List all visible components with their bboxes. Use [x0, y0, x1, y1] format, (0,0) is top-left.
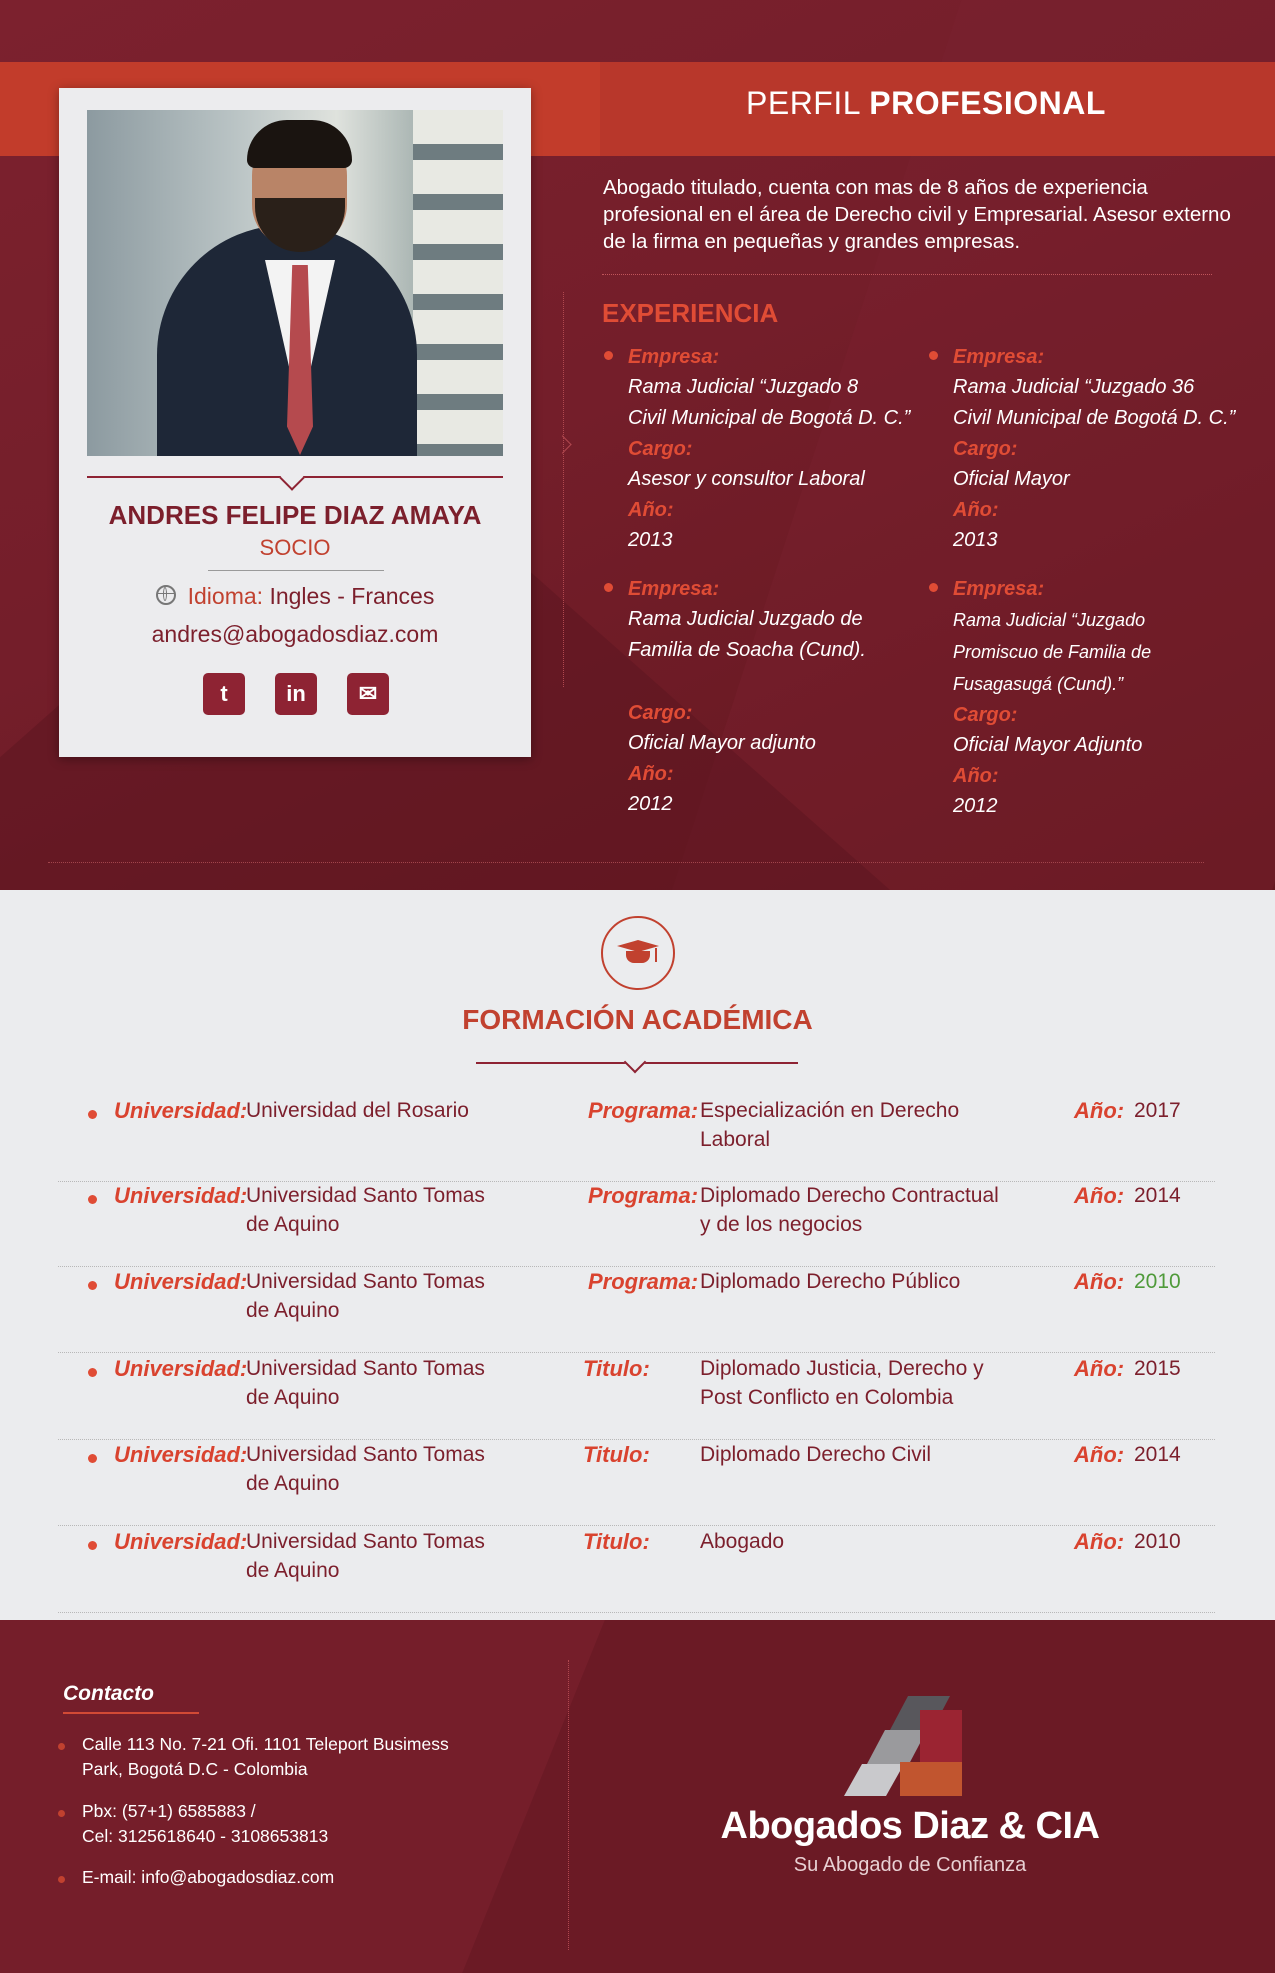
- university-name: Universidad Santo Tomas de Aquino: [246, 1184, 485, 1236]
- year-value: 2014: [1134, 1443, 1181, 1466]
- globe-icon: [156, 585, 176, 605]
- program-label: Programa:: [588, 1183, 699, 1208]
- graduation-cap-icon: [601, 916, 675, 990]
- year-label: Año:: [1074, 1098, 1125, 1123]
- university-name: Universidad Santo Tomas de Aquino: [246, 1270, 485, 1322]
- contact-address: Calle 113 No. 7-21 Ofi. 1101 Teleport Busimess Park, Bogotá D.C - Colombia: [82, 1734, 449, 1779]
- bullet-icon: [88, 1454, 97, 1463]
- program-label: Programa:: [588, 1269, 699, 1294]
- education-title: FORMACIÓN ACADÉMICA: [462, 1004, 813, 1035]
- education-row: [58, 1267, 1215, 1353]
- experience-title: EXPERIENCIA: [602, 298, 779, 328]
- bullet-icon: [88, 1281, 97, 1290]
- university-name: Universidad Santo Tomas de Aquino: [246, 1357, 485, 1409]
- chevron-down-icon: [279, 465, 304, 490]
- program-name: Diplomado Justicia, Derecho y Post Conflicto en Colombia: [700, 1357, 984, 1409]
- experience-item: Empresa: Rama Judicial “Juzgado Promiscuo de Familia de Fusagasugá (Cund).” Cargo: Oficial Mayor Adjunto Año: 2012: [953, 574, 1273, 822]
- university-name: Universidad Santo Tomas de Aquino: [246, 1443, 485, 1495]
- program-name: Abogado: [700, 1530, 785, 1553]
- university-label: Universidad:: [114, 1529, 248, 1554]
- location-icon: [58, 1743, 65, 1750]
- year-value: 2017: [1134, 1099, 1181, 1122]
- year-label: Año:: [1074, 1269, 1125, 1294]
- year-label: Año:: [1074, 1183, 1125, 1208]
- university-name: Universidad Santo Tomas de Aquino: [246, 1530, 485, 1582]
- experience-item: Empresa: Rama Judicial Juzgado de Familia de Soacha (Cund). Cargo: Oficial Mayor adjunto Año: 2012: [628, 574, 948, 820]
- year-label: Año:: [1074, 1356, 1125, 1381]
- mail-icon[interactable]: ✉: [347, 673, 389, 715]
- education-row: [58, 1354, 1215, 1440]
- education-row: [58, 1096, 1215, 1182]
- social-links: [203, 673, 393, 715]
- experience-item: Empresa: Rama Judicial “Juzgado 36 Civil Municipal de Bogotá D. C.” Cargo: Oficial Mayor Año: 2013: [953, 342, 1273, 556]
- person-email[interactable]: andres@abogadosdiaz.com: [151, 621, 439, 647]
- bullet-icon: [88, 1110, 97, 1119]
- chevron-down-icon: [624, 1051, 647, 1074]
- profile-section: [0, 0, 1275, 890]
- footer: [0, 1620, 1275, 1973]
- contact-phone: Pbx: (57+1) 6585883 / Cel: 3125618640 - 3108653813: [82, 1801, 329, 1846]
- contact-email[interactable]: E-mail: info@abogadosdiaz.com: [82, 1867, 335, 1887]
- profile-photo: [87, 110, 503, 456]
- university-label: Universidad:: [114, 1356, 248, 1381]
- program-label: Programa:: [588, 1098, 699, 1123]
- bullet-icon: [88, 1541, 97, 1550]
- program-name: Diplomado Derecho Civil: [700, 1443, 932, 1466]
- year-label: Año:: [1074, 1442, 1125, 1467]
- bullet-icon: [88, 1195, 97, 1204]
- program-label: Titulo:: [583, 1529, 650, 1554]
- company-tagline: Su Abogado de Confianza: [793, 1854, 1027, 1876]
- education-row: [58, 1527, 1215, 1613]
- education-row: [58, 1181, 1215, 1267]
- university-name: Universidad del Rosario: [246, 1099, 469, 1122]
- university-label: Universidad:: [114, 1442, 248, 1467]
- profile-summary: Abogado titulado, cuenta con mas de 8 años de experiencia profesional en el área de Derecho civil y Empresarial. Asesor externo de la firma en pequeñas y grandes empresas.: [603, 176, 1231, 253]
- perfil-title: PERFIL PROFESIONAL: [746, 85, 1106, 121]
- language-line: Idioma: Ingles - Frances: [59, 583, 531, 610]
- contact-title: Contacto: [63, 1682, 154, 1705]
- experience-item: Empresa: Rama Judicial “Juzgado 8 Civil Municipal de Bogotá D. C.” Cargo: Asesor y consultor Laboral Año: 2013: [628, 342, 948, 556]
- education-section: [0, 890, 1275, 1620]
- company-logo: [850, 1696, 970, 1796]
- year-label: Año:: [1074, 1529, 1125, 1554]
- university-label: Universidad:: [114, 1098, 248, 1123]
- program-label: Titulo:: [583, 1356, 650, 1381]
- program-label: Titulo:: [583, 1442, 650, 1467]
- person-name: ANDRES FELIPE DIAZ AMAYA: [108, 500, 482, 530]
- education-row: [58, 1440, 1215, 1526]
- send-icon: [58, 1876, 65, 1883]
- year-value: 2015: [1134, 1357, 1181, 1380]
- program-name: Especialización en Derecho Laboral: [700, 1099, 960, 1151]
- program-name: Diplomado Derecho Público: [700, 1270, 961, 1293]
- company-name: Abogados Diaz & CIA: [720, 1805, 1100, 1847]
- phone-icon: [58, 1810, 65, 1817]
- person-role: SOCIO: [259, 535, 331, 560]
- profile-card: [59, 88, 531, 757]
- university-label: Universidad:: [114, 1183, 248, 1208]
- bullet-icon: [88, 1368, 97, 1377]
- year-value: 2010: [1134, 1270, 1181, 1293]
- linkedin-icon[interactable]: in: [275, 673, 317, 715]
- year-value: 2010: [1134, 1530, 1181, 1553]
- program-name: Diplomado Derecho Contractual y de los negocios: [700, 1184, 999, 1236]
- university-label: Universidad:: [114, 1269, 248, 1294]
- year-value: 2014: [1134, 1184, 1181, 1207]
- twitter-icon[interactable]: t: [203, 673, 245, 715]
